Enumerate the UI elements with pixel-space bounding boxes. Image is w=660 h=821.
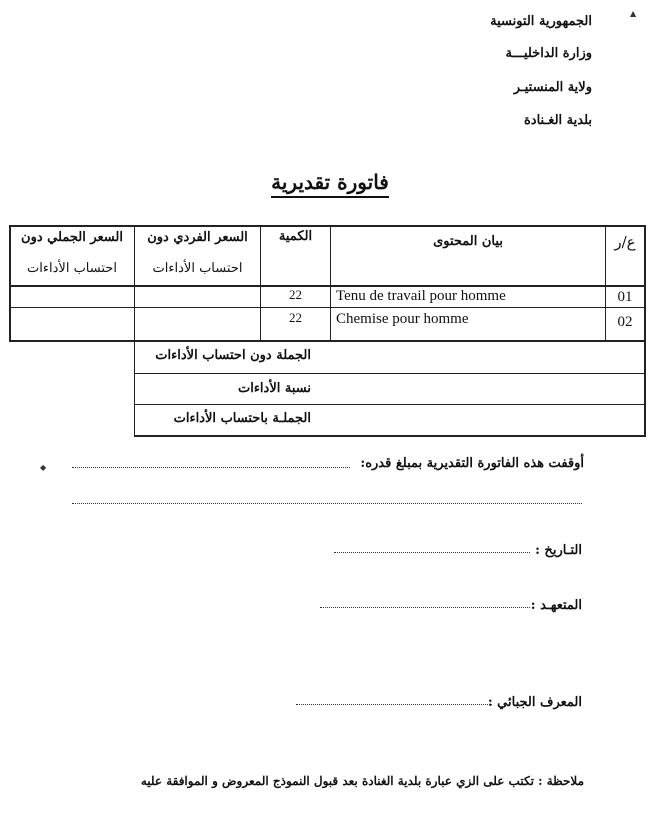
row-separator bbox=[134, 373, 646, 374]
amount-field[interactable] bbox=[72, 467, 350, 468]
col-header-description: بيان المحتوى bbox=[433, 234, 503, 249]
tax-id-field[interactable] bbox=[296, 704, 492, 705]
row-2-description: Chemise pour homme bbox=[336, 311, 469, 327]
page-title: فاتورة تقديرية bbox=[0, 170, 660, 194]
date-field[interactable] bbox=[334, 552, 530, 553]
row-1-description: Tenu de travail pour homme bbox=[336, 288, 506, 304]
date-label: التـاريخ : bbox=[535, 543, 582, 558]
col-header-unit-price: السعر الفردي دون bbox=[147, 230, 248, 245]
stray-mark-left: ◆ bbox=[40, 463, 47, 472]
contractor-field[interactable] bbox=[320, 607, 530, 608]
header-republic: الجمهورية التونسية bbox=[490, 14, 592, 29]
header-ministry: وزارة الداخليـــة bbox=[505, 46, 592, 61]
amount-field-line-2[interactable] bbox=[72, 503, 582, 504]
stray-mark-top: ▲ bbox=[630, 9, 637, 18]
row-1-quantity: 22 bbox=[289, 287, 302, 302]
table-border-right bbox=[644, 225, 646, 436]
header-municipality: بلدية الغـنادة bbox=[524, 113, 592, 128]
header-governorate: ولاية المنستيـر bbox=[513, 80, 592, 95]
footer-note: ملاحظة : تكتب على الزي عبارة بلدية الغنادة بعد قبول النموذج المعروض و الموافقة عليه bbox=[140, 774, 584, 788]
col-header-unit-price-sub: احتساب الأداءات bbox=[152, 261, 243, 276]
row-separator bbox=[9, 340, 646, 342]
table-border-bottom bbox=[134, 435, 646, 437]
total-label: الجملـة باحتساب الأداءات bbox=[173, 411, 311, 426]
row-2-num: 02 bbox=[617, 314, 633, 330]
row-2-quantity: 22 bbox=[289, 310, 302, 325]
col-header-num: ع/ر bbox=[614, 233, 636, 251]
col-header-quantity: الكمية bbox=[278, 229, 313, 244]
row-separator bbox=[134, 404, 646, 405]
row-1-num: 01 bbox=[617, 289, 633, 305]
col-header-total-price: السعر الجملي دون bbox=[21, 230, 123, 245]
subtotal-label: الجملة دون احتساب الأداءات bbox=[155, 348, 311, 363]
amount-label: أوقفت هذه الفاتورة التقديرية بمبلغ قدره: bbox=[360, 456, 584, 471]
row-separator bbox=[9, 307, 646, 308]
contractor-label: المتعهـد : bbox=[530, 598, 582, 613]
col-header-total-price-sub: احتساب الأداءات bbox=[27, 261, 117, 276]
tax-rate-label: نسبة الأداءات bbox=[237, 381, 311, 396]
invoice-table bbox=[9, 225, 646, 436]
table-border-top bbox=[9, 225, 646, 227]
tax-id-label: المعرف الجبائي : bbox=[487, 695, 582, 710]
col-separator bbox=[134, 225, 135, 436]
